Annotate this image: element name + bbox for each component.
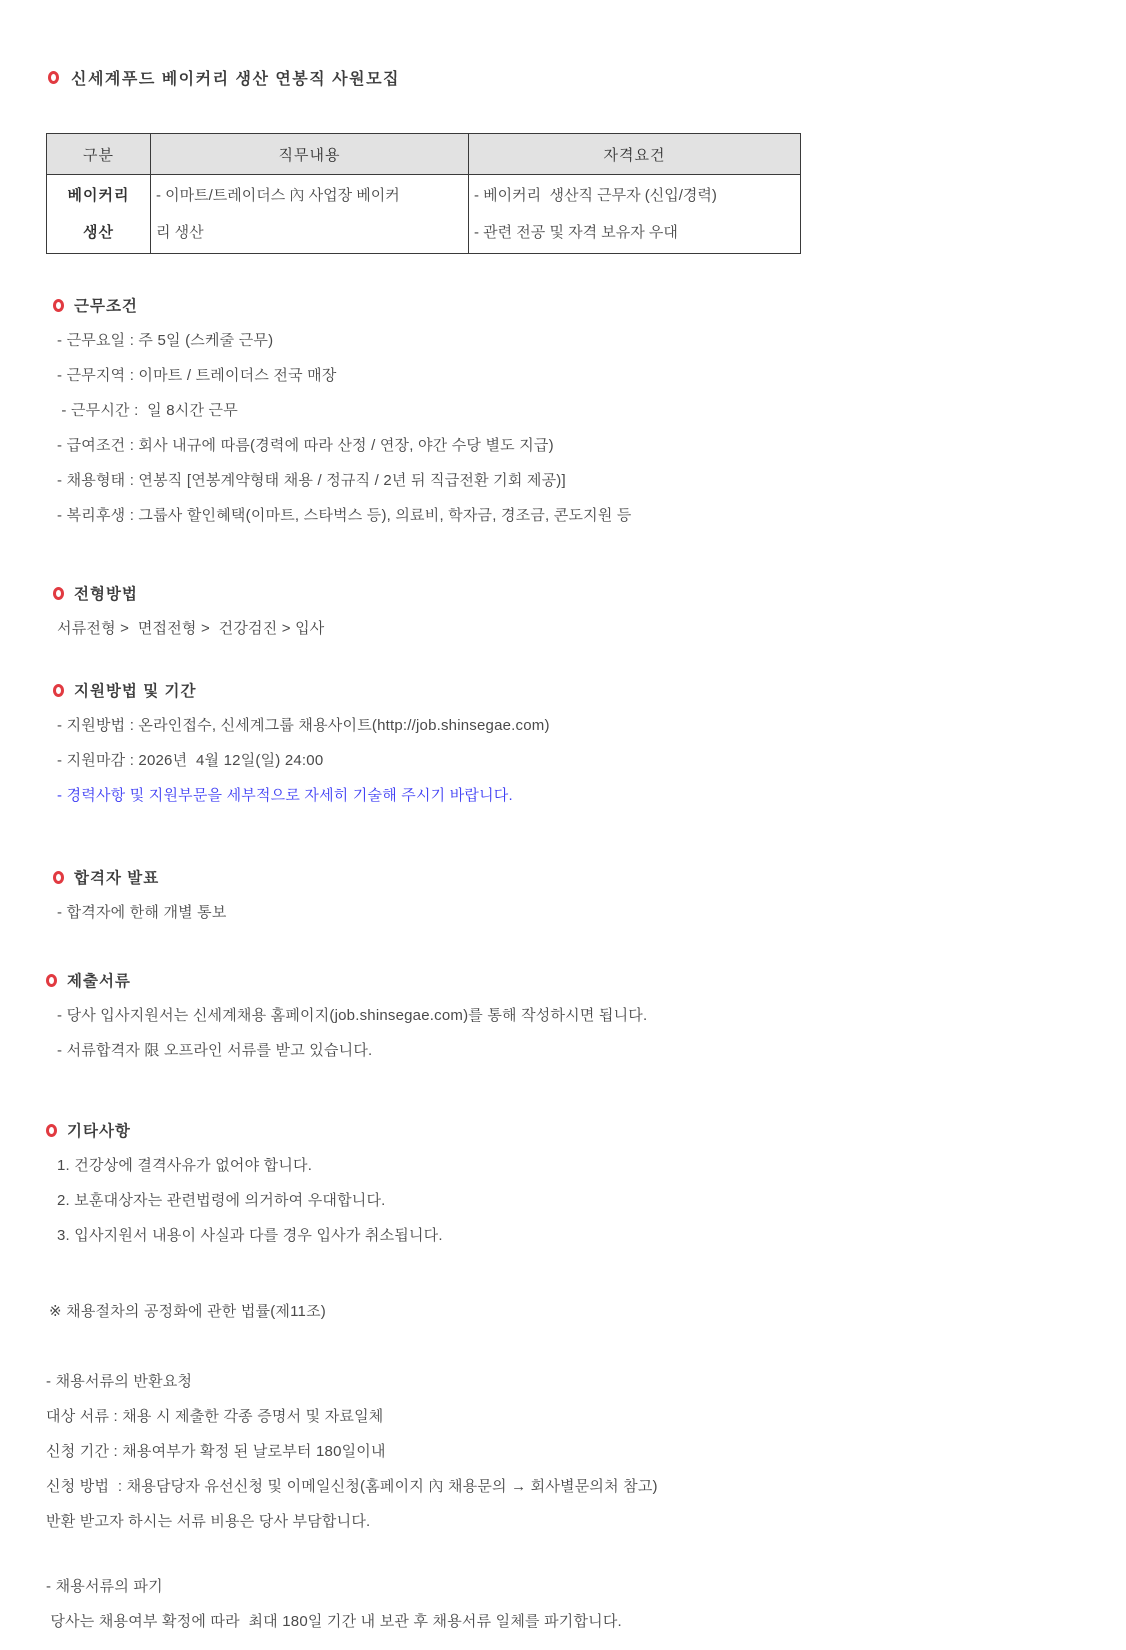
- section-required-documents: [46, 969, 1086, 1061]
- duty-line: 리 생산: [156, 224, 204, 241]
- detail-line: - 근무시간 : 일 8시간 근무: [57, 402, 238, 419]
- section-title: 지원방법 및 기간: [74, 683, 197, 700]
- recruit-table: [46, 133, 801, 254]
- table-header-row: [47, 134, 801, 175]
- detail-line: - 지원마감 : 2026년 4월 12일(일) 24:00: [57, 752, 324, 769]
- cell-duties: [151, 175, 469, 254]
- col-header-qualifications: 자격요건: [469, 134, 801, 175]
- section-selection-process: [46, 582, 1086, 639]
- cell-category: [47, 175, 151, 254]
- document-return-block: [46, 1372, 1086, 1532]
- red-ring-bullet-icon: [53, 871, 64, 884]
- page-title-row: [48, 66, 1086, 89]
- page-title: 신세계푸드 베이커리 생산 연봉직 사원모집: [71, 71, 400, 88]
- section-heading-row: [53, 294, 1086, 316]
- detail-line: - 합격자에 한해 개별 통보: [57, 904, 227, 921]
- red-ring-bullet-icon: [46, 974, 57, 987]
- detail-line: - 복리후생 : 그룹사 할인혜택(이마트, 스타벅스 등), 의료비, 학자금, 경조금, 콘도지원 등: [57, 507, 632, 524]
- section-other-notes: [46, 1119, 1086, 1246]
- detail-line: - 서류합격자 限 오프라인 서류를 받고 있습니다.: [57, 1042, 373, 1059]
- detail-line: - 근무요일 : 주 5일 (스케줄 근무): [57, 332, 274, 349]
- section-heading-row: [53, 866, 1086, 888]
- qualification-line: - 베이커리 생산직 근무자 (신입/경력): [474, 187, 717, 204]
- section-title: 합격자 발표: [74, 870, 160, 887]
- numbered-note: 3. 입사지원서 내용이 사실과 다를 경우 입사가 취소됩니다.: [57, 1227, 443, 1244]
- legal-line: 반환 받고자 하시는 서류 비용은 당사 부담합니다.: [46, 1513, 371, 1530]
- section-title: 전형방법: [74, 586, 138, 603]
- category-line: 베이커리: [67, 187, 130, 204]
- detail-line: - 지원방법 : 온라인접수, 신세계그룹 채용사이트(http://job.shinsegae.com): [57, 717, 550, 734]
- section-title: 기타사항: [67, 1123, 131, 1140]
- detail-line: - 채용형태 : 연봉직 [연봉계약형태 채용 / 정규직 / 2년 뒤 직급전환 기회 제공)]: [57, 472, 566, 489]
- detail-line: - 근무지역 : 이마트 / 트레이더스 전국 매장: [57, 367, 337, 384]
- red-ring-bullet-icon: [53, 684, 64, 697]
- section-title: 근무조건: [74, 298, 138, 315]
- detail-line: - 급여조건 : 회사 내규에 따름(경력에 따라 산정 / 연장, 야간 수당 별도 지급): [57, 437, 554, 454]
- detail-line-highlighted: - 경력사항 및 지원부문을 세부적으로 자세히 기술해 주시기 바랍니다.: [57, 787, 513, 804]
- detail-line: - 당사 입사지원서는 신세계채용 홈페이지(job.shinsegae.com)를 통해 작성하시면 됩니다.: [57, 1007, 648, 1024]
- legal-line: 당사는 채용여부 확정에 따라 최대 180일 기간 내 보관 후 채용서류 일체를 파기합니다.: [46, 1613, 622, 1630]
- section-how-to-apply: [46, 679, 1086, 806]
- numbered-note: 1. 건강상에 결격사유가 없어야 합니다.: [57, 1157, 313, 1174]
- qualification-line: - 관련 전공 및 자격 보유자 우대: [474, 224, 678, 241]
- red-ring-bullet-icon: [53, 299, 64, 312]
- block-title: - 채용서류의 반환요청: [46, 1373, 193, 1390]
- category-line: 생산: [83, 224, 114, 241]
- legal-line: 신청 방법 : 채용담당자 유선신청 및 이메일신청(홈페이지 內 채용문의 → 회사별문의처 참고): [46, 1478, 658, 1495]
- section-heading-row: [53, 582, 1086, 604]
- law-reference-note: ※ 채용절차의 공정화에 관한 법률(제11조): [49, 1303, 326, 1320]
- section-heading-row: [46, 1119, 1086, 1141]
- cell-qualifications: [469, 175, 801, 254]
- col-header-duties: 직무내용: [151, 134, 469, 175]
- section-working-conditions: [46, 294, 1086, 526]
- block-title: - 채용서류의 파기: [46, 1578, 163, 1595]
- process-steps: 서류전형 > 면접전형 > 건강검진 > 입사: [57, 620, 325, 637]
- section-heading-row: [53, 679, 1086, 701]
- legal-line: 신청 기간 : 채용여부가 확정 된 날로부터 180일이내: [46, 1443, 386, 1460]
- section-title: 제출서류: [67, 973, 131, 990]
- red-ring-bullet-icon: [53, 587, 64, 600]
- document-destruction-block: [46, 1577, 1086, 1632]
- numbered-note: 2. 보훈대상자는 관련법령에 의거하여 우대합니다.: [57, 1192, 386, 1209]
- red-ring-bullet-icon: [48, 71, 59, 84]
- col-header-category: 구분: [47, 134, 151, 175]
- table-row: [47, 175, 801, 254]
- section-results-announcement: [46, 866, 1086, 923]
- red-ring-bullet-icon: [46, 1124, 57, 1137]
- duty-line: - 이마트/트레이더스 內 사업장 베이커: [156, 187, 400, 204]
- legal-line: 대상 서류 : 채용 시 제출한 각종 증명서 및 자료일체: [46, 1408, 384, 1425]
- section-heading-row: [46, 969, 1086, 991]
